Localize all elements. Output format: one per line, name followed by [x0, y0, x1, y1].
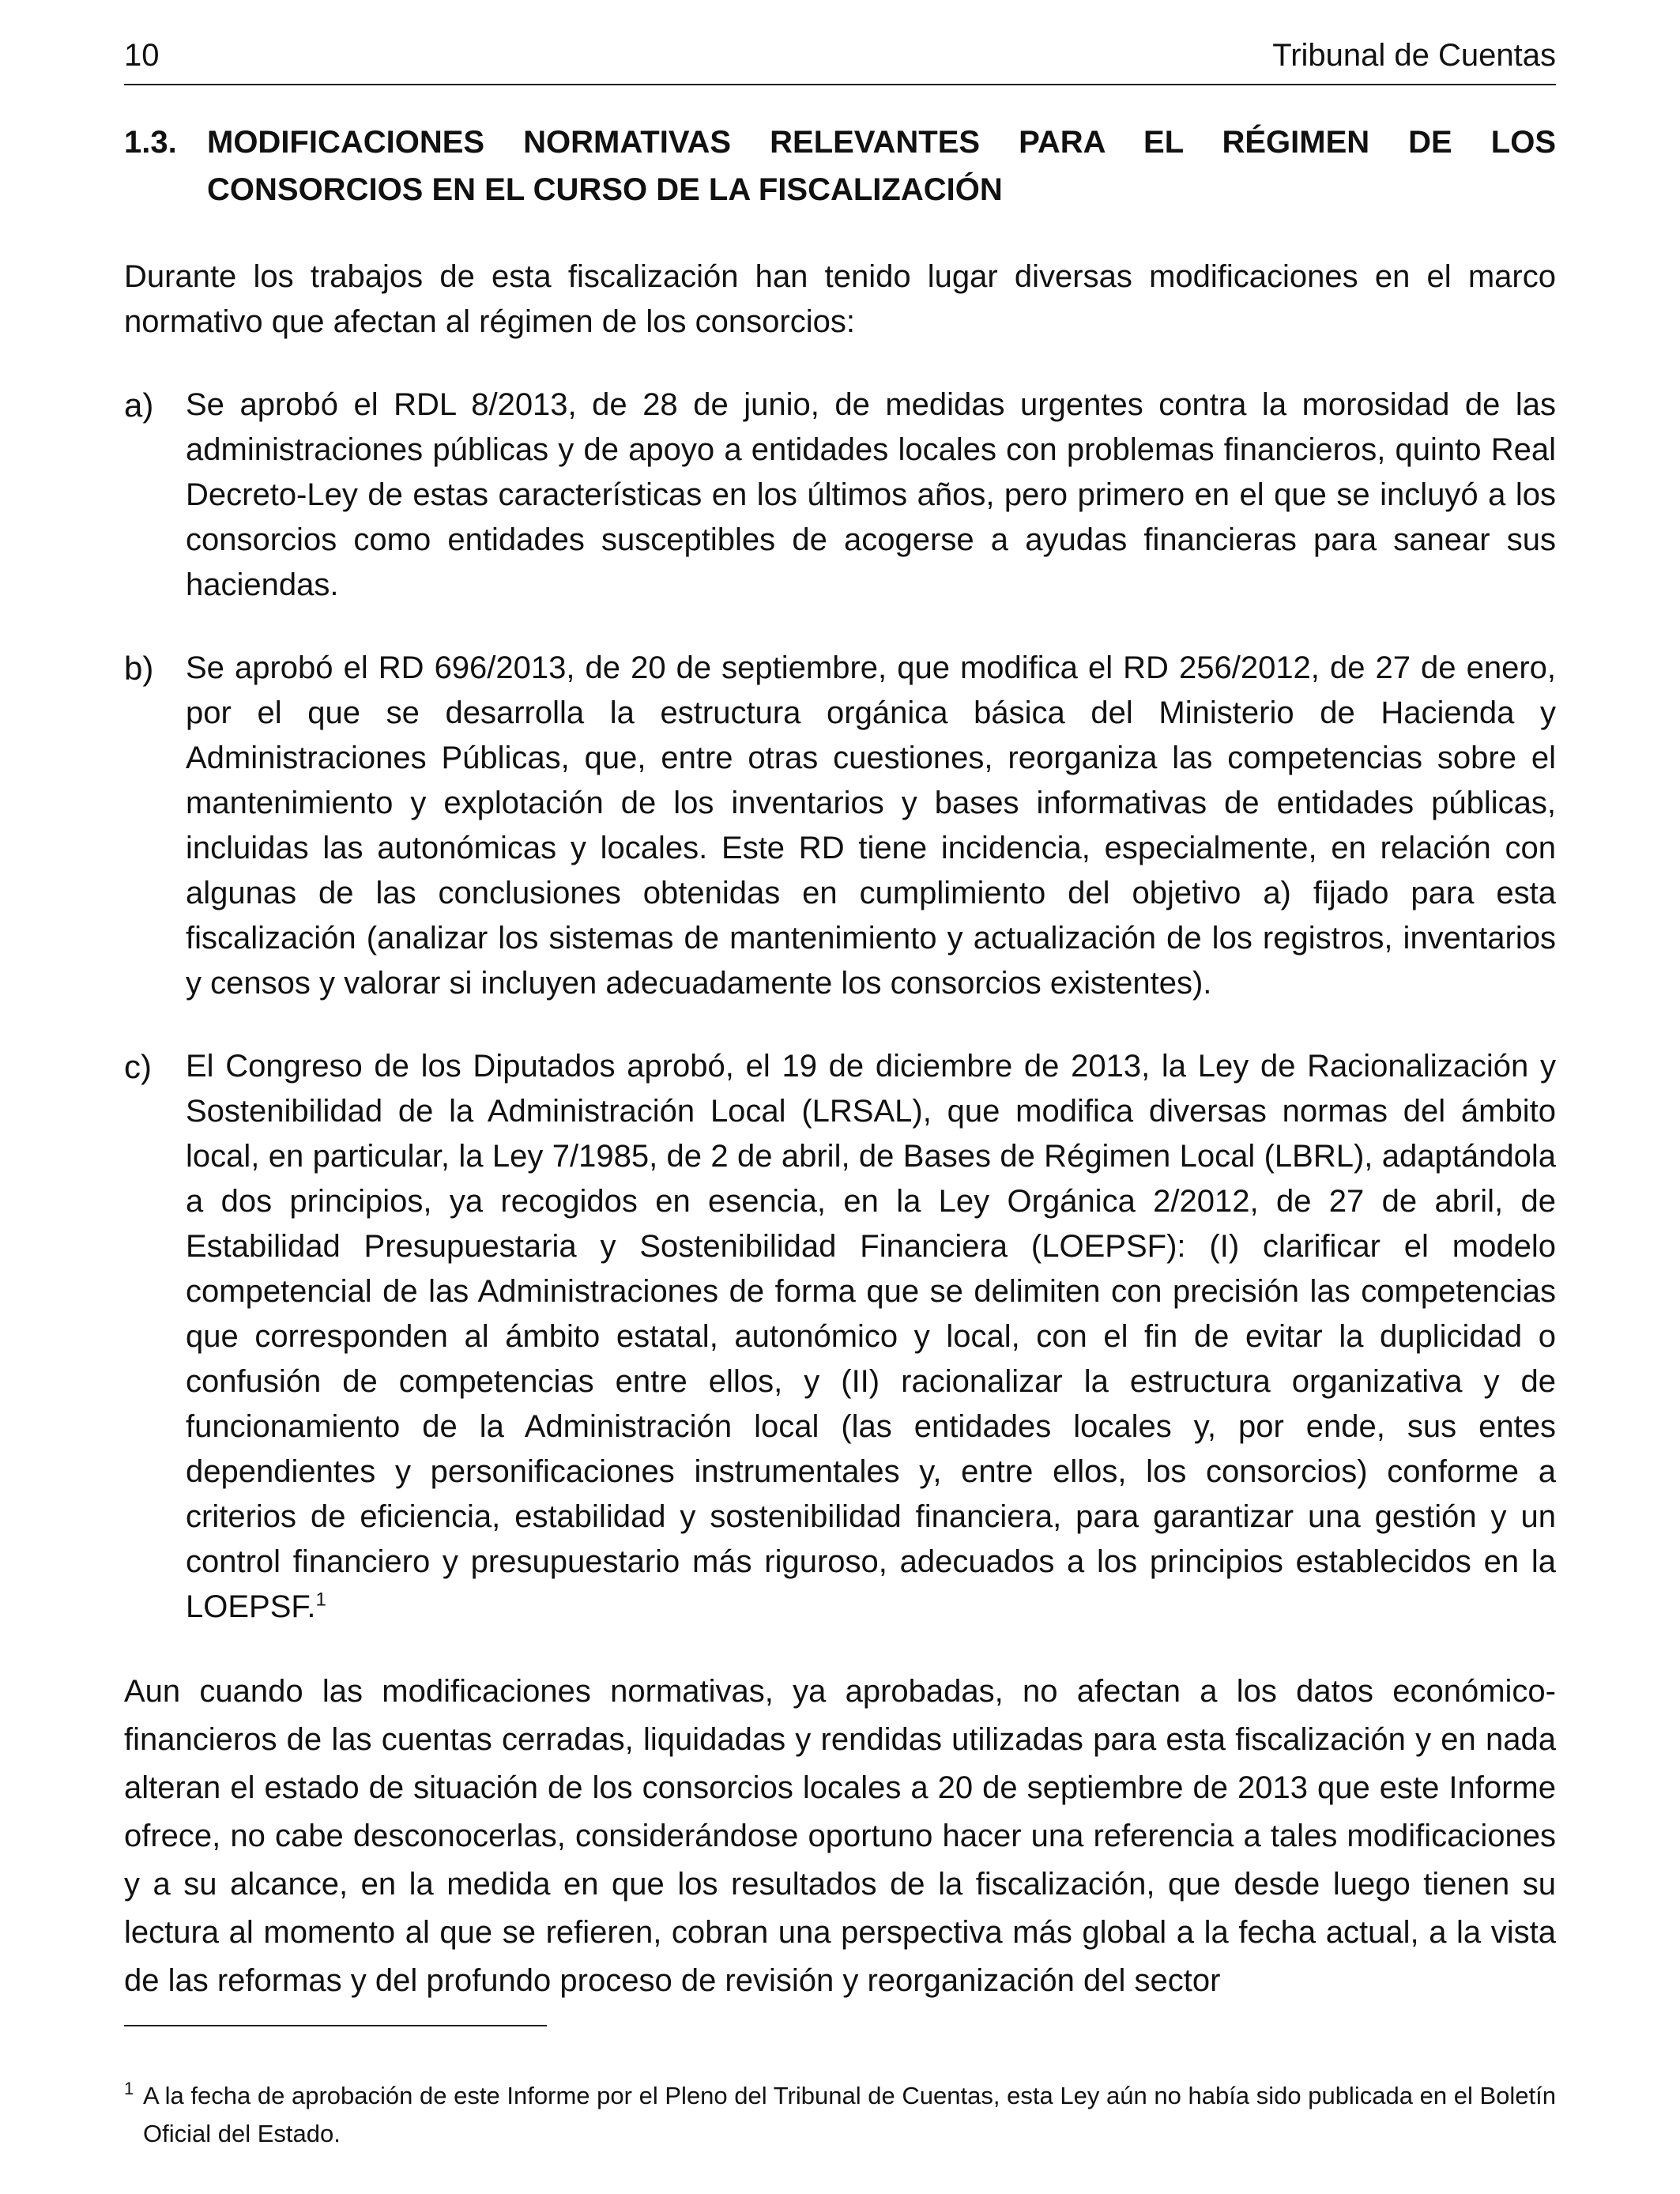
page-content	[124, 119, 1556, 2005]
list-item-text: El Congreso de los Diputados aprobó, el 19 de diciembre de 2013, la Ley de Racionalización y Sostenibilidad de la Administración Local (LRSAL), que modifica diversas normas del ámbito local, en particular, la Ley 7/1985, de 2 de abril, de Bases de Régimen Local (LBRL), adaptándola a dos principios, ya recogidos en esencia, en la Ley Orgánica 2/2012, de 27 de abril, de Estabilidad Presupuestaria y Sostenibilidad Financiera (LOEPSF): (I) clarificar el modelo competencial de las Administraciones de forma que se delimiten con precisión las competencias que corresponden al ámbito estatal, autonómico y local, con el fin de evitar la duplicidad o confusión de competencias entre ellos, y (II) racionalizar la estructura organizativa y de funcionamiento de la Administración local (las entidades locales y, por ende, sus entes dependientes y personificaciones instrumentales y, entre ellos, los consorcios) conforme a criterios de eficiencia, estabilidad y sostenibilidad financiera, para garantizar una gestión y un control financiero y presupuestario más riguroso, adecuados a los principios establecidos en la LOEPSF.	[186, 1049, 1556, 1624]
closing-paragraph: Aun cuando las modificaciones normativas, ya aprobadas, no afectan a los datos económico-financieros de las cuentas cerradas, liquidadas y rendidas utilizadas para esta fiscalización y en nada alteran el estado de situación de los consorcios locales a 20 de septiembre de 2013 que este Informe ofrece, no cabe desconocerlas, considerándose oportuno hacer una referencia a tales modificaciones y a su alcance, en la medida en que los resultados de la fiscalización, que desde luego tienen su lectura al momento al que se refieren, cobran una perspectiva más global a la fecha actual, a la vista de las reformas y del profundo proceso de revisión y reorganización del sector	[124, 1674, 1556, 1998]
list-item-text-container	[186, 1044, 1556, 1630]
footnote	[124, 2077, 1556, 2153]
page-header	[124, 33, 1556, 85]
list-marker: b)	[124, 650, 154, 687]
page-number: 10	[124, 38, 160, 73]
list-marker: a)	[124, 386, 154, 424]
list-item-b	[124, 646, 1556, 1006]
section-number: 1.3.	[124, 125, 177, 160]
footnote-text: A la fecha de aprobación de este Informe por el Pleno del Tribunal de Cuentas, esta Ley aún no había sido publicada en el Boletín Oficial del Estado.	[143, 2082, 1556, 2147]
footnote-mark: 1	[124, 2079, 134, 2098]
footnote-reference[interactable]: 1	[315, 1589, 326, 1611]
running-title: Tribunal de Cuentas	[1272, 38, 1556, 73]
section-title: MODIFICACIONES NORMATIVAS RELEVANTES PARA EL RÉGIMEN DE LOS CONSORCIOS EN EL CURSO DE LA FISCALIZACIÓN	[207, 125, 1556, 207]
intro-paragraph: Durante los trabajos de esta fiscalización han tenido lugar diversas modificaciones en el marco normativo que afectan al régimen de los consorcios:	[124, 259, 1556, 339]
list-item-text: Se aprobó el RD 696/2013, de 20 de septiembre, que modifica el RD 256/2012, de 27 de enero, por el que se desarrolla la estructura orgánica básica del Ministerio de Hacienda y Administraciones Públicas, que, entre otras cuestiones, reorganiza las competencias sobre el mantenimiento y explotación de los inventarios y bases informativas de entidades públicas, incluidas las autonómicas y locales. Este RD tiene incidencia, especialmente, en relación con algunas de las conclusiones obtenidas en cumplimiento del objetivo a) fijado para esta fiscalización (analizar los sistemas de mantenimiento y actualización de los registros, inventarios y censos y valorar si incluyen adecuadamente los consorcios existentes).	[186, 650, 1556, 1001]
section-heading	[124, 119, 1556, 213]
footnote-divider	[124, 2025, 547, 2026]
list-item-c	[124, 1044, 1556, 1630]
list-item-a	[124, 383, 1556, 608]
list-marker: c)	[124, 1048, 152, 1085]
list-item-text: Se aprobó el RDL 8/2013, de 28 de junio, de medidas urgentes contra la morosidad de las administraciones públicas y de apoyo a entidades locales con problemas financieros, quinto Real Decreto-Ley de estas características en los últimos años, pero primero en el que se incluyó a los consorcios como entidades susceptibles de acogerse a ayudas financieras para sanear sus haciendas.	[186, 387, 1556, 602]
